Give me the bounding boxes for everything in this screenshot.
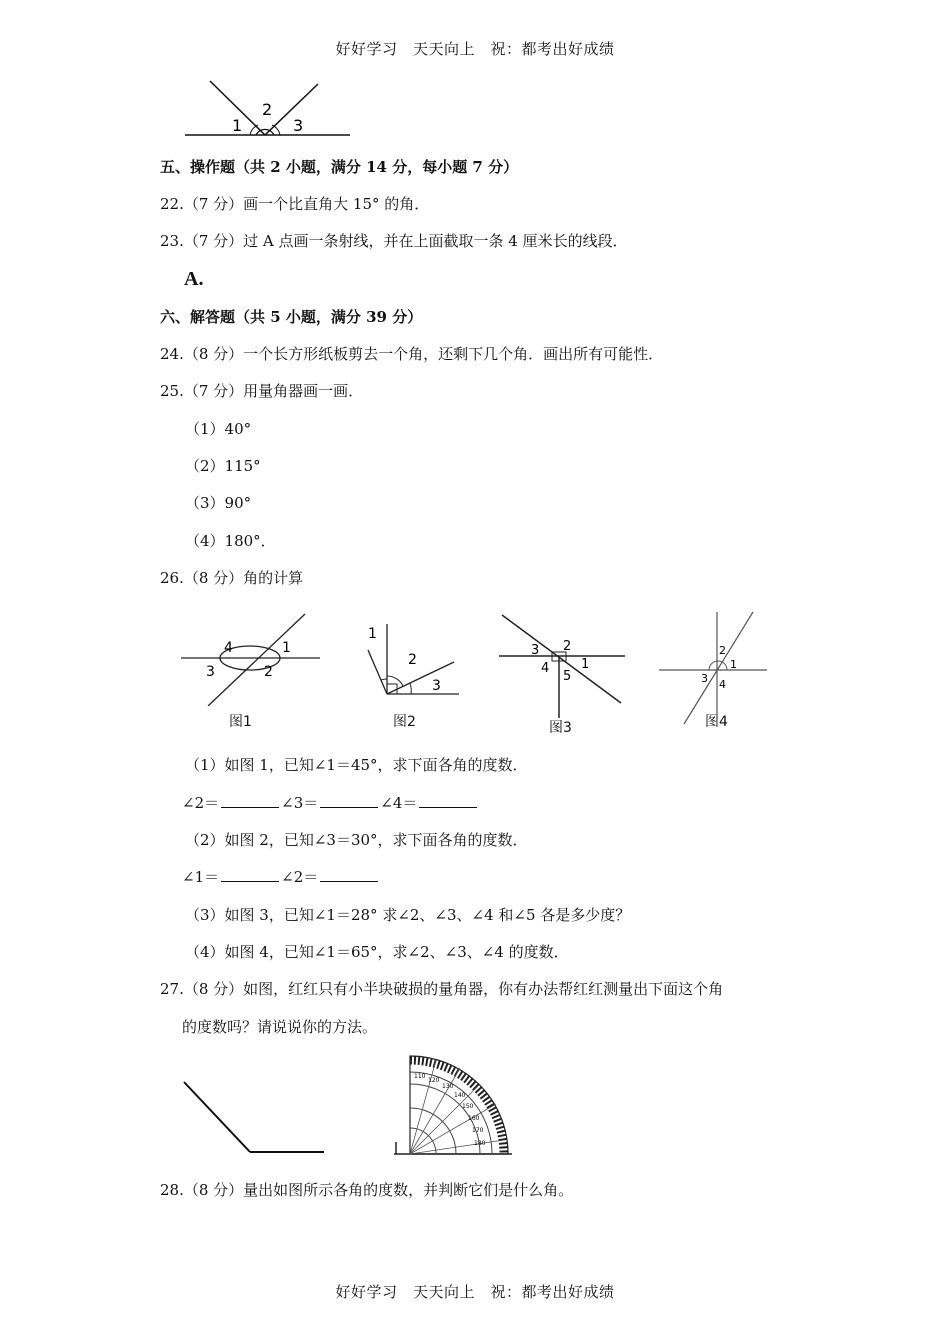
question-27-line2: 的度数吗？请说说你的方法。	[182, 1018, 378, 1036]
blank-label-angle2b: ∠2＝	[281, 868, 319, 886]
fig1-label-3: 3	[206, 664, 215, 680]
q26-part-2: （2）如图 2，已知∠3＝30°，求下面各角的度数．	[185, 831, 528, 849]
point-a-label: A.	[184, 268, 204, 290]
fig4-label-1: 1	[730, 658, 737, 671]
fig2-label-3: 3	[432, 678, 441, 694]
fig4-label-2: 2	[719, 644, 726, 657]
broken-protractor-figure	[392, 1050, 514, 1158]
page-header: 好好学习 天天向上 祝：都考出好成绩	[335, 40, 615, 58]
q26-part-1-blanks	[182, 792, 479, 813]
question-23: 23.（7 分）过 A 点画一条射线，并在上面截取一条 4 厘米长的线段．	[160, 232, 628, 250]
question-22: 22.（7 分）画一个比直角大 15° 的角．	[160, 195, 430, 213]
figure-2-caption: 图2	[393, 714, 416, 730]
answer-blank-angle2[interactable]	[221, 793, 279, 808]
fig2-label-2: 2	[408, 652, 417, 668]
fig4-label-3: 3	[701, 672, 708, 685]
blank-label-angle2: ∠2＝	[182, 794, 220, 812]
blank-label-angle1: ∠1＝	[182, 868, 220, 886]
protractor-tick-110: 110	[414, 1073, 426, 1080]
protractor-tick-160: 160	[468, 1115, 480, 1122]
fig3-label-4: 4	[541, 661, 550, 676]
q26-part-1: （1）如图 1，已知∠1＝45°，求下面各角的度数．	[185, 756, 528, 774]
top-fig-label-3: 3	[293, 116, 304, 135]
q25-item-4: （4）180°．	[185, 532, 276, 550]
protractor-tick-130: 130	[442, 1083, 454, 1090]
q26-part-3: （3）如图 3，已知∠1＝28° 求∠2、∠3、∠4 和∠5 各是多少度？	[185, 906, 631, 924]
protractor-tick-140: 140	[454, 1092, 466, 1099]
figure-3	[497, 612, 627, 720]
obtuse-angle-figure	[178, 1078, 328, 1158]
fig3-label-5: 5	[563, 669, 572, 684]
figure-2	[360, 622, 462, 700]
fig1-label-1: 1	[282, 640, 291, 656]
section6-title: 六、解答题（共 5 小题，满分 39 分）	[160, 308, 423, 326]
answer-blank-angle4[interactable]	[419, 793, 477, 808]
protractor-tick-180: 180	[474, 1140, 486, 1147]
fig2-label-1: 1	[368, 626, 377, 642]
section5-title: 五、操作题（共 2 小题，满分 14 分，每小题 7 分）	[160, 158, 519, 176]
fig3-label-3: 3	[531, 643, 540, 658]
q26-part-2-blanks	[182, 866, 380, 887]
question-24: 24.（8 分）一个长方形纸板剪去一个角，还剩下几个角．画出所有可能性．	[160, 345, 664, 363]
q25-item-3: （3）90°	[185, 494, 252, 512]
protractor-tick-170: 170	[472, 1127, 484, 1134]
q25-item-2: （2）115°	[185, 457, 261, 475]
answer-blank-angle3[interactable]	[320, 793, 378, 808]
top-fig-label-2: 2	[262, 100, 273, 119]
question-25: 25.（7 分）用量角器画一画．	[160, 382, 364, 400]
question-28: 28.（8 分）量出如图所示各角的度数，并判断它们是什么角。	[160, 1181, 574, 1199]
figure-1-caption: 图1	[229, 714, 252, 730]
top-fig-label-1: 1	[232, 116, 243, 135]
protractor-tick-120: 120	[428, 1077, 440, 1084]
top-angle-figure	[180, 78, 355, 140]
protractor-tick-150: 150	[462, 1103, 474, 1110]
answer-blank-angle1[interactable]	[221, 867, 279, 882]
question-27-line1: 27.（8 分）如图，红红只有小半块破损的量角器，你有办法帮红红测量出下面这个角	[160, 980, 724, 998]
fig1-label-4: 4	[224, 640, 233, 656]
fig3-label-1: 1	[581, 657, 590, 672]
fig1-label-2: 2	[264, 664, 273, 680]
fig3-label-2: 2	[563, 639, 572, 654]
blank-label-angle3: ∠3＝	[281, 794, 319, 812]
page-footer: 好好学习 天天向上 祝：都考出好成绩	[335, 1283, 615, 1301]
figure-3-caption: 图3	[549, 720, 572, 736]
figure-4	[657, 610, 769, 726]
blank-label-angle4: ∠4＝	[380, 794, 418, 812]
fig4-label-4: 4	[719, 678, 726, 691]
figure-1	[178, 606, 323, 706]
question-26: 26.（8 分）角的计算	[160, 569, 304, 587]
figure-4-caption: 图4	[705, 714, 728, 730]
q25-item-1: （1）40°	[185, 420, 252, 438]
answer-blank-angle2b[interactable]	[320, 867, 378, 882]
q26-part-4: （4）如图 4，已知∠1＝65°，求∠2、∠3、∠4 的度数．	[185, 943, 569, 961]
